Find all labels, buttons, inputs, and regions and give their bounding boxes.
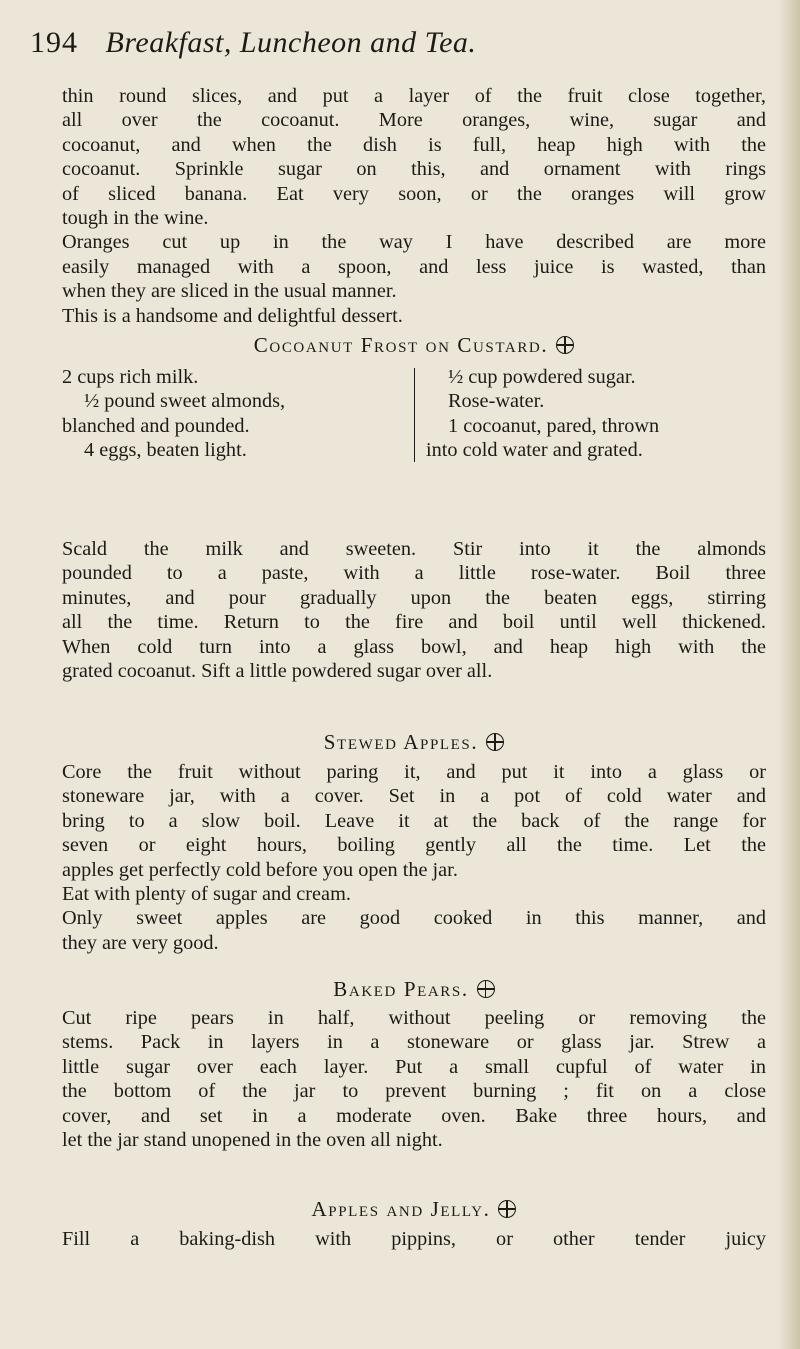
circled-cross-icon [486, 733, 504, 751]
recipe-title [60, 729, 768, 755]
text-line: Scald the milk and sweeten. Stir into it the almonds [62, 538, 766, 560]
text-line: stoneware jar, with a cover. Set in a pot of cold water and [62, 785, 766, 808]
circled-cross-icon [477, 980, 495, 998]
page-number: 194 [30, 26, 78, 59]
recipe-title-text: Baked Pears. [333, 977, 469, 1001]
text-line: grated cocoanut. Sift a little powdered sugar over all. [62, 660, 493, 683]
recipe-title [60, 1196, 768, 1222]
text-line: thin round slices, and put a layer of the fruit close together, [62, 85, 766, 107]
ingredient-line: into cold water and grated. [426, 439, 643, 462]
recipe-title-text: Cocoanut Frost on Custard. [253, 333, 549, 357]
ingredient-line: 1 cocoanut, pared, thrown [448, 414, 660, 437]
text-line: stems. Pack in layers in a stoneware or glass jar. Strew a [62, 1031, 766, 1054]
text-line: easily managed with a spoon, and less juice is wasted, than [62, 255, 766, 278]
text-line: bring to a slow boil. Leave it at the back of the range for [62, 809, 766, 832]
text-line: Cut ripe pears in half, without peeling or removing the [62, 1007, 766, 1029]
text-line: little sugar over each layer. Put a small cupful of water in [62, 1055, 766, 1078]
circled-cross-icon [556, 336, 574, 354]
ingredients-left-column [62, 365, 406, 463]
text-line: When cold turn into a glass bowl, and heap high with the [62, 635, 766, 658]
text-line: the bottom of the jar to prevent burning ; fit on a close [62, 1080, 766, 1103]
recipe-body [62, 1006, 766, 1152]
text-line: of sliced banana. Eat very soon, or the oranges will grow [62, 182, 766, 205]
text-line: Fill a baking-dish with pippins, or other tender juicy [62, 1228, 766, 1250]
text-line: seven or eight hours, boiling gently all the time. Let the [62, 834, 766, 857]
text-line: pounded to a paste, with a little rose-water. Boil three [62, 562, 766, 585]
running-title: Breakfast, Luncheon and Tea. [105, 26, 477, 59]
text-line: Core the fruit without paring it, and put it into a glass or [62, 761, 766, 783]
text-line: cocoanut. Sprinkle sugar on this, and ornament with rings [62, 158, 766, 181]
text-line: they are very good. [62, 931, 219, 954]
ingredients-list [62, 365, 766, 465]
recipe-body [62, 1227, 766, 1251]
ingredient-line: ½ cup powdered sugar. [448, 366, 636, 388]
text-line: all the time. Return to the fire and boil until well thickened. [62, 611, 766, 634]
intro-paragraph [62, 84, 766, 328]
text-line: all over the cocoanut. More oranges, wine, sugar and [62, 109, 766, 132]
text-line: apples get perfectly cold before you open the jar. [62, 858, 458, 881]
text-line: cover, and set in a moderate oven. Bake three hours, and [62, 1104, 766, 1127]
text-line: cocoanut, and when the dish is full, heap high with the [62, 133, 766, 156]
recipe-body [62, 760, 766, 955]
recipe-title [60, 976, 768, 1002]
text-line: Oranges cut up in the way I have described are more [62, 231, 766, 254]
recipe-body [62, 537, 766, 683]
recipe-title-text: Stewed Apples. [323, 730, 479, 754]
ingredient-line: 4 eggs, beaten light. [84, 439, 247, 462]
text-line: This is a handsome and delightful dessert. [62, 304, 403, 327]
text-line: when they are sliced in the usual manner. [62, 280, 397, 303]
text-line: let the jar stand unopened in the oven all night. [62, 1129, 443, 1152]
text-line: minutes, and pour gradually upon the beaten eggs, stirring [62, 586, 766, 609]
ingredient-line: blanched and pounded. [62, 414, 250, 437]
text-line: Only sweet apples are good cooked in this manner, and [62, 907, 766, 930]
ingredients-right-column [426, 365, 766, 463]
ingredient-line: ½ pound sweet almonds, [84, 390, 286, 413]
text-line: tough in the wine. [62, 207, 209, 230]
page-edge-shadow [778, 0, 800, 1349]
running-header [30, 22, 770, 70]
ingredient-line: 2 cups rich milk. [62, 366, 199, 388]
column-divider [414, 368, 415, 462]
circled-cross-icon [498, 1200, 516, 1218]
recipe-title [60, 332, 768, 358]
text-line: Eat with plenty of sugar and cream. [62, 883, 351, 906]
recipe-title-text: Apples and Jelly. [311, 1197, 491, 1221]
ingredient-line: Rose-water. [448, 390, 545, 413]
